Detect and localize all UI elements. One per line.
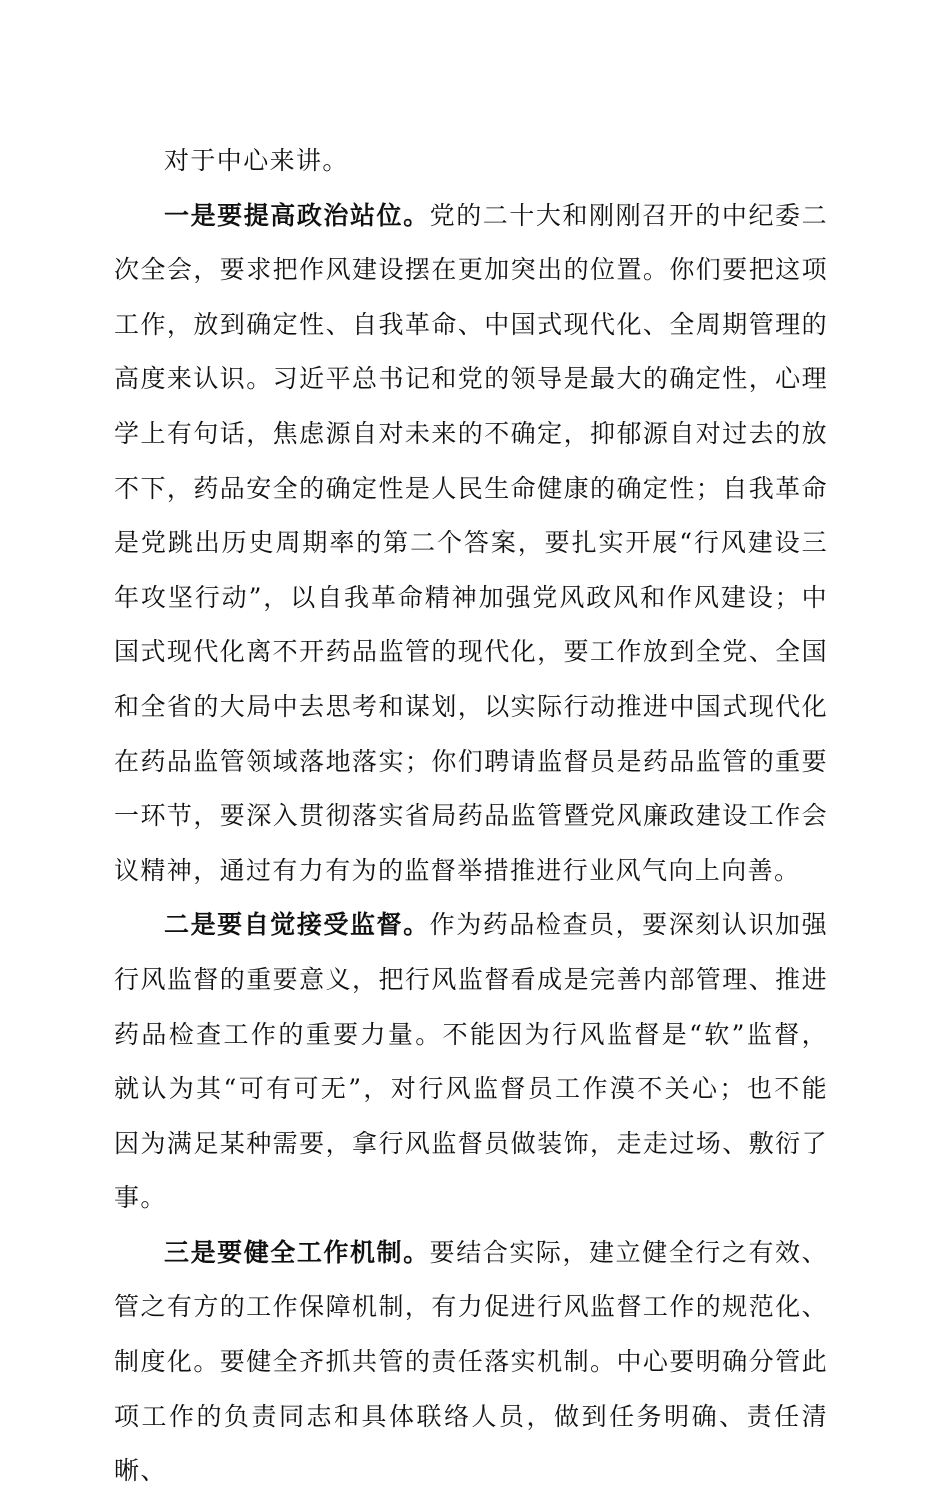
paragraph-point-one — [114, 189, 828, 899]
paragraph-lead: 三是要健全工作机制。 — [164, 1237, 430, 1267]
paragraph-point-three — [114, 1226, 828, 1499]
paragraph-lead: 二是要自觉接受监督。 — [164, 910, 430, 940]
paragraph-intro — [114, 134, 828, 189]
paragraph-point-two — [114, 898, 828, 1226]
paragraph-text: 对于中心来讲。 — [164, 146, 349, 175]
paragraph-text: 要结合实际，建立健全行之有效、管之有方的工作保障机制，有力促进行风监督工作的规范化、制度化。要健全齐抓共管的责任落实机制。中心要明确分管此项工作的负责同志和具体联络人员，做到任务明确、责任清晰、 — [114, 1237, 828, 1486]
paragraph-lead: 一是要提高政治站位。 — [164, 200, 430, 230]
document-body — [114, 134, 828, 1499]
paragraph-text: 作为药品检查员，要深刻认识加强行风监督的重要意义，把行风监督看成是完善内部管理、推进药品检查工作的重要力量。不能因为行风监督是“软”监督，就认为其“可有可无”，对行风监督员工作漠不关心；也不能因为满足某种需要，拿行风监督员做装饰，走走过场、敷衍了事。 — [114, 910, 828, 1213]
paragraph-text: 党的二十大和刚刚召开的中纪委二次全会，要求把作风建设摆在更加突出的位置。你们要把这项工作，放到确定性、自我革命、中国式现代化、全周期管理的高度来认识。习近平总书记和党的领导是最大的确定性，心理学上有句话，焦虑源自对未来的不确定，抑郁源自对过去的放不下，药品安全的确定性是人民生命健康的确定性；自我革命是党跳出历史周期率的第二个答案，要扎实开展“行风建设三年攻坚行动”，以自我革命精神加强党风政风和作风建设；中国式现代化离不开药品监管的现代化，要工作放到全党、全国和全省的大局中去思考和谋划，以实际行动推进中国式现代化在药品监管领域落地落实；你们聘请监督员是药品监管的重要一环节，要深入贯彻落实省局药品监管暨党风廉政建设工作会议精神，通过有力有为的监督举措推进行业风气向上向善。 — [114, 200, 828, 885]
